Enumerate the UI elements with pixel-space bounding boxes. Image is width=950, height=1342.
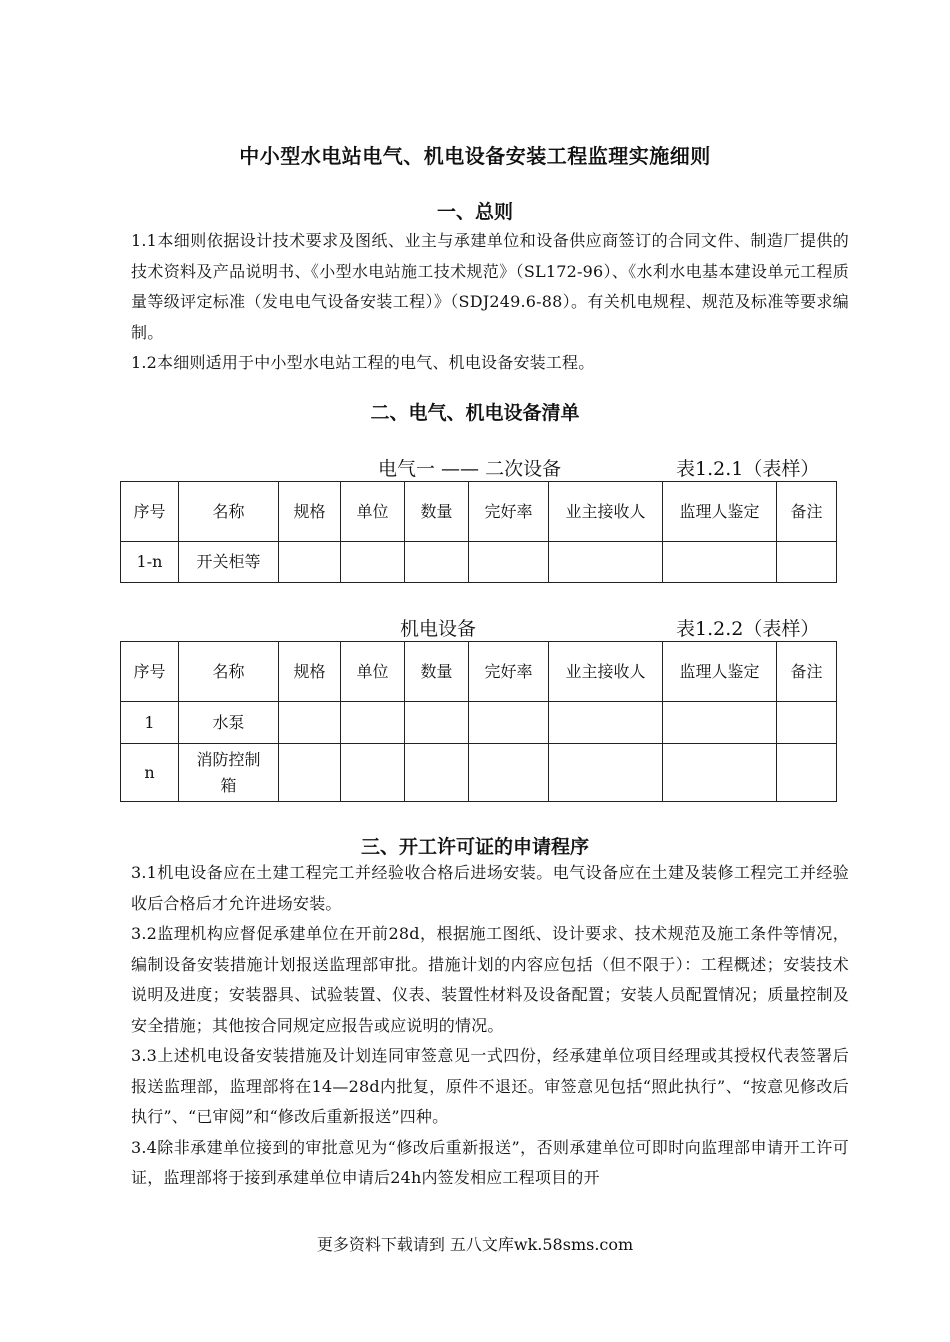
column-header: 规格 [279, 482, 341, 542]
table-cell [469, 744, 549, 802]
table-row [121, 744, 837, 802]
table-cell [469, 702, 549, 744]
table2-caption: 机电设备 [400, 618, 477, 640]
column-header: 规格 [279, 642, 341, 702]
table1-caption: 电气一 —— 二次设备 [378, 458, 562, 480]
table-cell [469, 542, 549, 583]
column-header: 完好率 [469, 642, 549, 702]
table2-header-row [121, 642, 837, 702]
paragraph-3-2: 3.2监理机构应督促承建单位在开前28d，根据施工图纸、设计要求、技术规范及施工条件等情况，编制设备安装措施计划报送监理部审批。措施计划的内容应包括（但不限于）：工程概述；安装技术说明及进度；安装器具、试验装置、仪表、装置性材料及设备配置；安装人员配置情况；质量控制及安全措施；其他按合同规定应报告或应说明的情况。 [131, 924, 849, 1035]
paragraph-3-3: 3.3上述机电设备安装措施及计划连同审签意见一式四份，经承建单位项目经理或其授权代表签署后报送监理部，监理部将在14—28d内批复，原件不退还。审签意见包括“照此执行”、“按意见修改后执行”、“已审阅”和“修改后重新报送”四种。 [131, 1046, 849, 1126]
table-electrical-equipment [120, 481, 837, 583]
table-cell: n [121, 744, 179, 802]
column-header: 监理人鉴定 [663, 482, 777, 542]
table-cell [777, 702, 837, 744]
table-cell [279, 542, 341, 583]
paragraph-3-1: 3.1机电设备应在土建工程完工并经验收合格后进场安装。电气设备应在土建及装修工程完工并经验收后合格后才允许进场安装。 [131, 863, 849, 913]
column-header: 业主接收人 [549, 482, 663, 542]
table2-label: 表1.2.2（表样） [676, 618, 820, 640]
table-cell [341, 702, 405, 744]
table-cell [663, 744, 777, 802]
document-title: 中小型水电站电气、机电设备安装工程监理实施细则 [239, 144, 711, 168]
table1-header-row [121, 482, 837, 542]
table-row [121, 702, 837, 744]
table-cell [549, 542, 663, 583]
table-cell [341, 542, 405, 583]
table-cell: 水泵 [179, 702, 279, 744]
section2-heading: 二、电气、机电设备清单 [370, 402, 580, 424]
table-cell [279, 702, 341, 744]
column-header: 数量 [405, 642, 469, 702]
table-cell [341, 744, 405, 802]
section3-heading: 三、开工许可证的申请程序 [360, 836, 589, 858]
table-cell [663, 702, 777, 744]
paragraph-1-2: 1.2本细则适用于中小型水电站工程的电气、机电设备安装工程。 [131, 353, 595, 372]
paragraph-3-4: 3.4除非承建单位接到的审批意见为“修改后重新报送”，否则承建单位可即时向监理部申请开工许可证，监理部将于接到承建单位申请后24h内签发相应工程项目的开 [131, 1137, 849, 1187]
table-cell [777, 744, 837, 802]
section1-body [131, 226, 849, 379]
column-header: 序号 [121, 482, 179, 542]
column-header: 序号 [121, 642, 179, 702]
column-header: 完好率 [469, 482, 549, 542]
table-cell [777, 542, 837, 583]
column-header: 备注 [777, 642, 837, 702]
table-cell [549, 744, 663, 802]
table-row [121, 542, 837, 583]
column-header: 单位 [341, 642, 405, 702]
table1-label: 表1.2.1（表样） [676, 458, 820, 480]
column-header: 监理人鉴定 [663, 642, 777, 702]
table-cell [279, 744, 341, 802]
table-cell: 1-n [121, 542, 179, 583]
section1-heading: 一、总则 [436, 201, 513, 223]
paragraph-1-1: 1.1本细则依据设计技术要求及图纸、业主与承建单位和设备供应商签订的合同文件、制造厂提供的技术资料及产品说明书、《小型水电站施工技术规范》（SL172-96）、《水利水电基本建设单元工程质量等级评定标准（发电电气设备安装工程）》（SDJ249.6-88）。有关机电规程、规范及标准等要求编制。 [131, 231, 849, 342]
table-cell [405, 744, 469, 802]
table-cell [549, 702, 663, 744]
table-cell: 消防控制箱 [179, 744, 279, 802]
table-cell [405, 702, 469, 744]
column-header: 名称 [179, 642, 279, 702]
table-cell: 开关柜等 [179, 542, 279, 583]
column-header: 单位 [341, 482, 405, 542]
table-mechanical-equipment [120, 641, 837, 802]
table-cell: 1 [121, 702, 179, 744]
column-header: 备注 [777, 482, 837, 542]
table-cell [405, 542, 469, 583]
table-cell [663, 542, 777, 583]
column-header: 数量 [405, 482, 469, 542]
column-header: 业主接收人 [549, 642, 663, 702]
footer-download-note: 更多资料下载请到 五八文库wk.58sms.com [316, 1235, 634, 1254]
section3-body [131, 858, 849, 1194]
column-header: 名称 [179, 482, 279, 542]
